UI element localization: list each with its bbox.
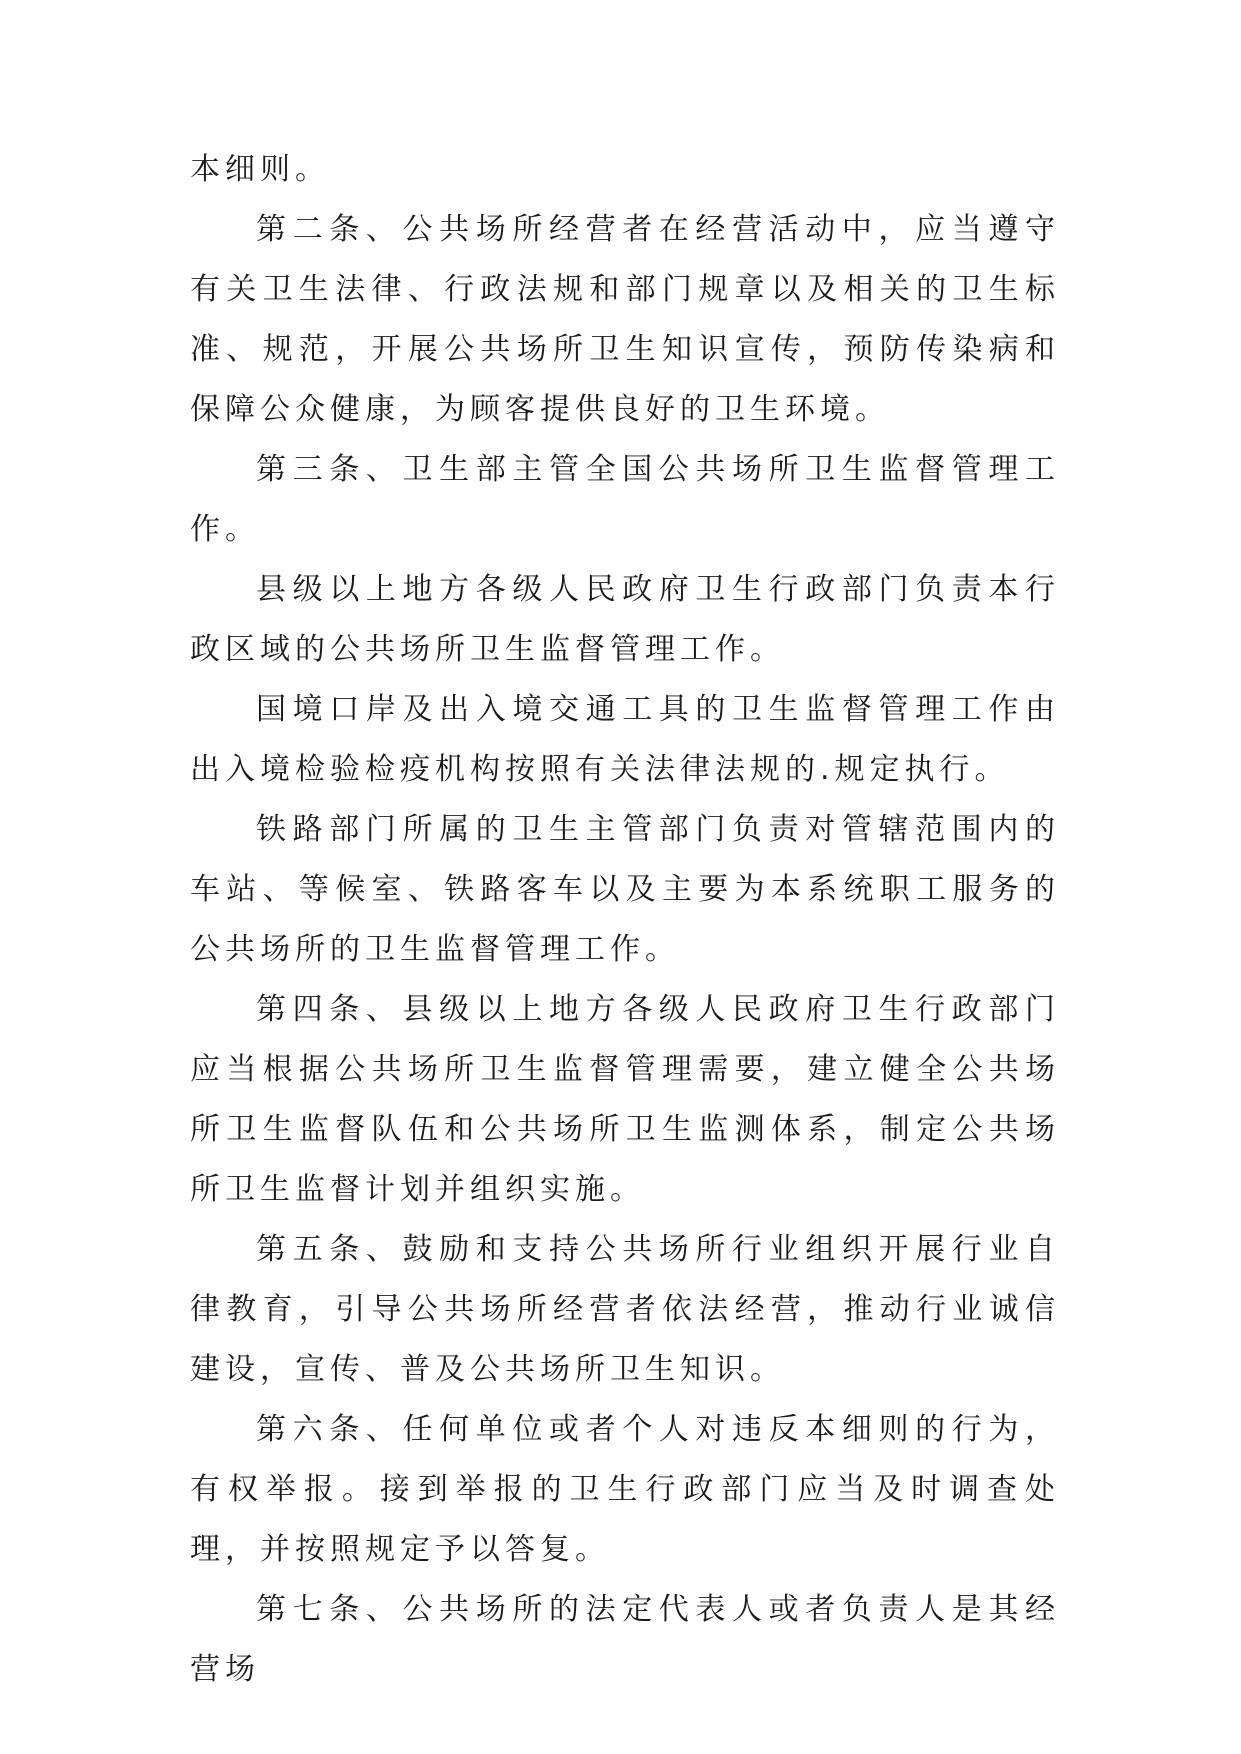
- paragraph-1: 本细则。: [190, 152, 330, 187]
- paragraph-border-ports: 国境口岸及出入境交通工具的卫生监督管理工作由出入境检验检疫机构按照有关法律法规的.规定执行。: [190, 692, 1060, 787]
- document-page: [190, 140, 1060, 1700]
- paragraph-article-4: 第四条、县级以上地方各级人民政府卫生行政部门应当根据公共场所卫生监督管理需要，建立健全公共场所卫生监督队伍和公共场所卫生监测体系，制定公共场所卫生监督计划并组织实施。: [190, 992, 1060, 1207]
- paragraph-article-6: 第六条、任何单位或者个人对违反本细则的行为，有权举报。接到举报的卫生行政部门应当及时调查处理，并按照规定予以答复。: [190, 1412, 1060, 1567]
- paragraph-article-3: 第三条、卫生部主管全国公共场所卫生监督管理工作。: [190, 452, 1060, 547]
- paragraph-article-5: 第五条、鼓励和支持公共场所行业组织开展行业自律教育，引导公共场所经营者依法经营，推动行业诚信建设，宣传、普及公共场所卫生知识。: [190, 1232, 1060, 1387]
- paragraph-county-departments: 县级以上地方各级人民政府卫生行政部门负责本行政区域的公共场所卫生监督管理工作。: [190, 572, 1060, 667]
- paragraph-article-2: 第二条、公共场所经营者在经营活动中，应当遵守有关卫生法律、行政法规和部门规章以及相关的卫生标准、规范，开展公共场所卫生知识宣传，预防传染病和保障公众健康，为顾客提供良好的卫生环境。: [190, 212, 1060, 427]
- paragraph-railway: 铁路部门所属的卫生主管部门负责对管辖范围内的车站、等候室、铁路客车以及主要为本系统职工服务的公共场所的卫生监督管理工作。: [190, 812, 1060, 967]
- paragraph-article-7: 第七条、公共场所的法定代表人或者负责人是其经营场: [190, 1592, 1060, 1687]
